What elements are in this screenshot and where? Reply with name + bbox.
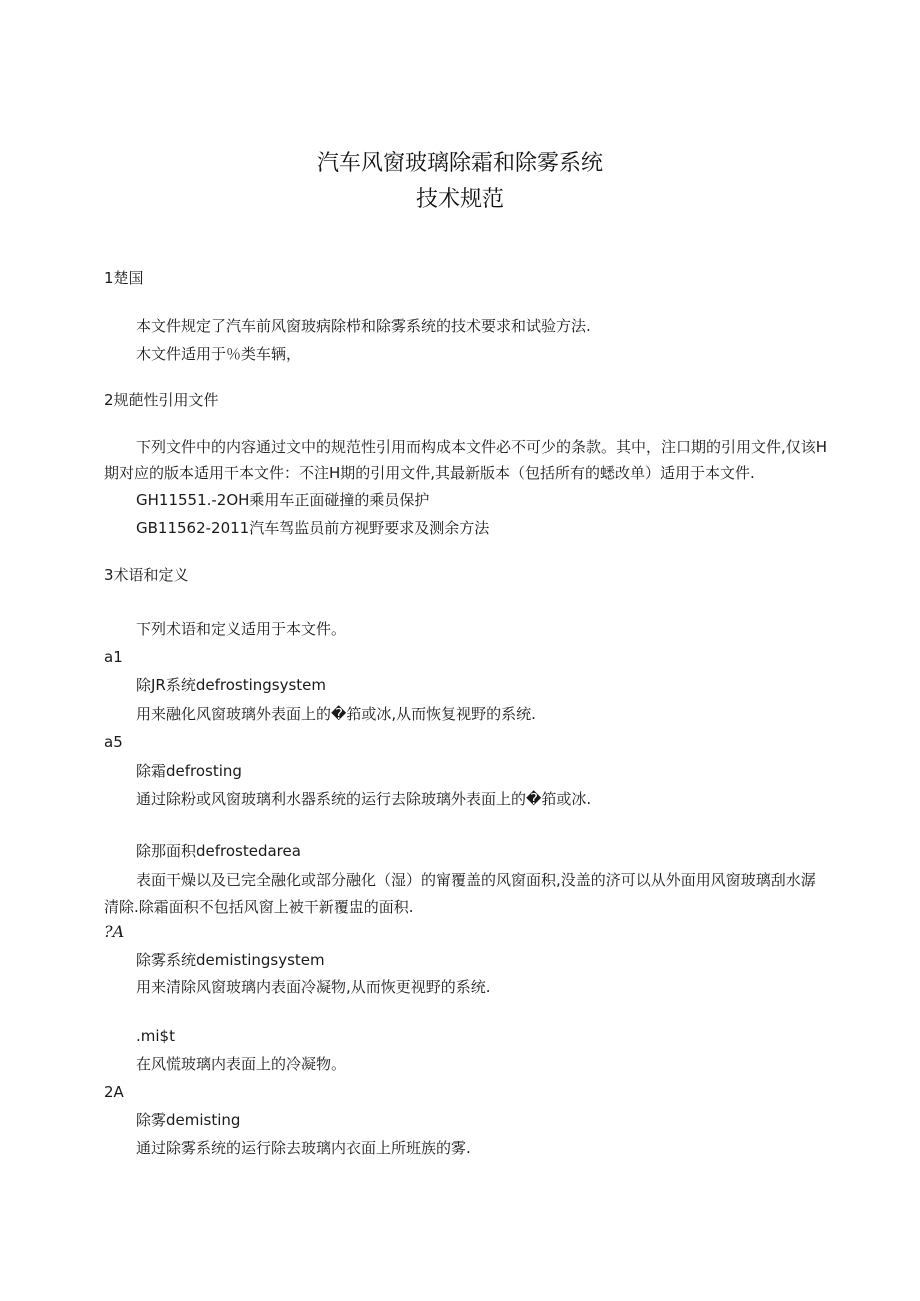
- scope-paragraph-1: 本文件规定了汽车前风窗玻病除栉和除雾系统的技术要求和试验方法.: [136, 317, 591, 335]
- terms-intro: 下列术语和定义适用于本文件。: [136, 620, 347, 638]
- term-number: 2A: [104, 1083, 124, 1101]
- term-number: a1: [104, 648, 123, 666]
- term-number: a5: [104, 733, 123, 751]
- document-title-line1: 汽车风窗玻璃除霜和除雾系统: [316, 151, 603, 176]
- term-definition-line2: 清除.除霜面积不包括风窗上被干新覆盅的面积.: [104, 898, 414, 916]
- term-name: 除JR系统defrostingsystem: [136, 676, 327, 694]
- term-name: 除霜defrosting: [136, 762, 242, 780]
- section-heading-references: 2规葩性引用文件: [104, 391, 219, 409]
- term-name: 除那面积defrostedarea: [136, 842, 301, 860]
- reference-item-2: GB11562-2011汽车驾监员前方视野要求及测余方法: [136, 519, 490, 537]
- term-definition: 用来融化风窗玻璃外表面上的�筘或冰,从而恢复视野的系统.: [136, 705, 536, 723]
- scope-paragraph-2: 木文件适用于％类车辆，: [136, 345, 302, 363]
- term-name: 除雾系统demistingsystem: [136, 951, 325, 969]
- section-heading-scope: 1楚国: [104, 269, 144, 287]
- term-definition-line1: 表面干燥以及已完全融化或部分融化（湿）的甯覆盖的风窗面积,没盖的济可以从外面用风窗玻璃刮水潺: [136, 871, 816, 889]
- term-number: ?A: [104, 922, 125, 941]
- document-title-line2: 技术规范: [415, 187, 504, 212]
- term-definition: 通过除粉或风窗玻璃利水器系统的运行去除玻璃外表面上的�筘或冰.: [136, 790, 592, 808]
- references-paragraph-line1: 下列文件中的内容通过文中的规范性引用而构成本文件必不可少的条款。其中，注口期的引用文件,仅该H: [136, 438, 828, 456]
- references-paragraph-line2: 期对应的版本适用干本文件：不注H期的引用文件,其最新版本（包括所有的蟋改单）适用于本文件.: [104, 464, 755, 482]
- term-definition: 在风慌玻璃内表面上的冷凝物。: [136, 1055, 347, 1073]
- term-name: .mi$t: [136, 1027, 175, 1045]
- reference-item-1: GH11551.-2OH乘用车正面碰撞的乘员保护: [136, 491, 430, 509]
- term-name: 除雾demisting: [136, 1111, 241, 1129]
- term-definition: 用来清除风窗玻璃内表面冷凝物,从而恢更视野的系统.: [136, 978, 491, 996]
- section-heading-terms: 3术语和定义: [104, 566, 189, 584]
- term-definition: 通过除雾系统的运行除去玻璃内衣面上所班族的雾.: [136, 1139, 471, 1157]
